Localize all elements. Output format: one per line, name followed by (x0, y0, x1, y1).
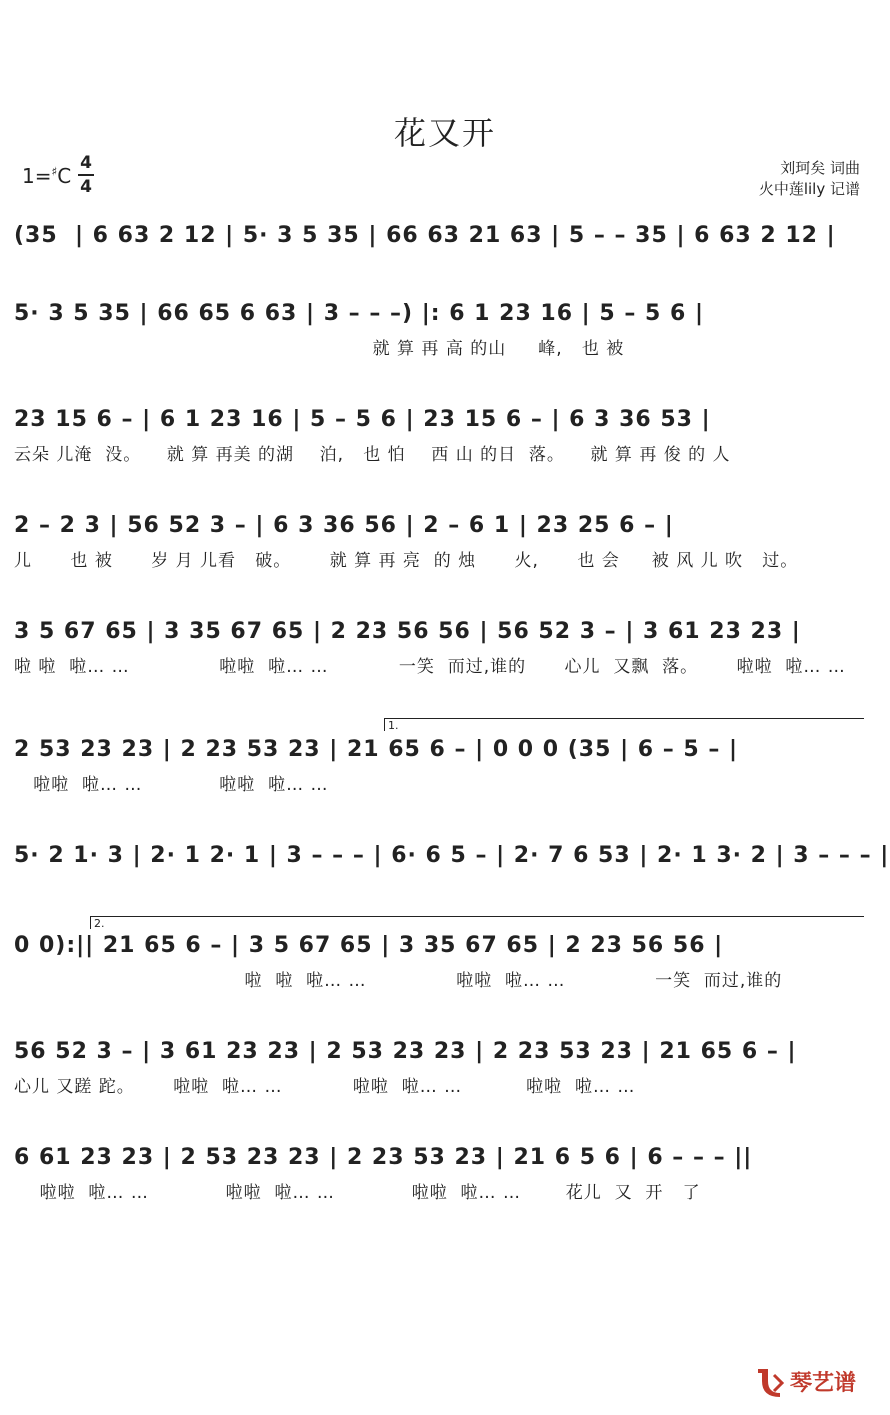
lyrics-line: 就 算 再 高 的山 峰, 也 被 (14, 339, 625, 359)
brand-text: 琴艺谱 (790, 1371, 857, 1396)
key-note: C (57, 164, 72, 188)
brand-logo (754, 1361, 874, 1401)
notation-line: 6 61 23 23 | 2 53 23 23 | 2 23 53 23 | 21 6 5 6 | 6 – – – || (14, 1145, 753, 1170)
sharp-sign: ♯ (51, 164, 58, 179)
credit-composer: 刘珂矣 词曲 (780, 159, 860, 177)
brand-logo-graphic (754, 1361, 874, 1401)
notation-line: 23 15 6 – | 6 1 23 16 | 5 – 5 6 | 23 15 6 – | 6 3 36 53 | (14, 407, 711, 432)
notation-line: 2 53 23 23 | 2 23 53 23 | 21 65 6 – | 0 0 0 (35 | 6 – 5 – | (14, 737, 739, 762)
credit-transcriber: 火中莲lily 记谱 (758, 180, 860, 198)
system-8 (0, 917, 890, 1034)
system-9 (0, 1030, 890, 1140)
meter-divider (78, 174, 94, 176)
notation-line: 5· 3 5 35 | 66 65 6 63 | 3 – – –) |: 6 1 23 16 | 5 – 5 6 | (14, 301, 704, 326)
lyrics-line (14, 256, 874, 286)
system-6 (0, 719, 890, 838)
volta-second: 2. (90, 916, 864, 929)
key-prefix: 1= (22, 164, 52, 188)
lyrics-line: 心儿 又蹉 跎。 啦啦 啦… … 啦啦 啦… … 啦啦 啦… … (14, 1077, 636, 1097)
volta-first: 1. (384, 718, 864, 731)
credits (759, 158, 860, 200)
meter-bottom: 4 (80, 177, 92, 197)
lyrics-line: 啦 啦 啦… … 啦啦 啦… … 一笑 而过,谁的 心儿 又飘 落。 啦啦 啦… … (14, 657, 846, 677)
system-10 (0, 1136, 890, 1246)
lyrics-line: 啦啦 啦… … 啦啦 啦… … 啦啦 啦… … 花儿 又 开 了 (14, 1183, 701, 1203)
notation-line: 56 52 3 – | 3 61 23 23 | 2 53 23 23 | 2 23 53 23 | 21 65 6 – | (14, 1039, 797, 1064)
notation-line: 3 5 67 65 | 3 35 67 65 | 2 23 56 56 | 56 52 3 – | 3 61 23 23 | (14, 619, 801, 644)
notation-line: 0 0):|| 21 65 6 – | 3 5 67 65 | 3 35 67 65 | 2 23 56 56 | (14, 933, 724, 958)
system-4 (0, 504, 890, 614)
lyrics-line (14, 876, 874, 906)
lyrics-line: 啦 啦 啦… … 啦啦 啦… … 一笑 而过,谁的 (14, 971, 783, 991)
system-3 (0, 398, 890, 508)
page-title: 花又开 (393, 114, 496, 152)
time-signature (78, 154, 94, 196)
notation-line: (35 | 6 63 2 12 | 5· 3 5 35 | 66 63 21 63 | 5 – – 35 | 6 63 2 12 | (14, 223, 836, 248)
notation-line: 2 – 2 3 | 56 52 3 – | 6 3 36 56 | 2 – 6 1 | 23 25 6 – | (14, 513, 674, 538)
notation-line: 5· 2 1· 3 | 2· 1 2· 1 | 3 – – – | 6· 6 5 – | 2· 7 6 53 | 2· 1 3· 2 | 3 – – – | (14, 843, 890, 868)
meter-top: 4 (80, 153, 92, 173)
lyrics-line: 云朵 儿淹 没。 就 算 再美 的湖 泊, 也 怕 西 山 的日 落。 就 算 再 俊 的 人 (14, 445, 731, 465)
lyrics-line: 啦啦 啦… … 啦啦 啦… … (14, 775, 329, 795)
system-5 (0, 610, 890, 720)
key-signature (22, 164, 71, 188)
system-2 (0, 292, 890, 402)
lyrics-line: 儿 也 被 岁 月 儿看 破。 就 算 再 亮 的 烛 火, 也 会 被 风 儿 吹 过。 (14, 551, 799, 571)
